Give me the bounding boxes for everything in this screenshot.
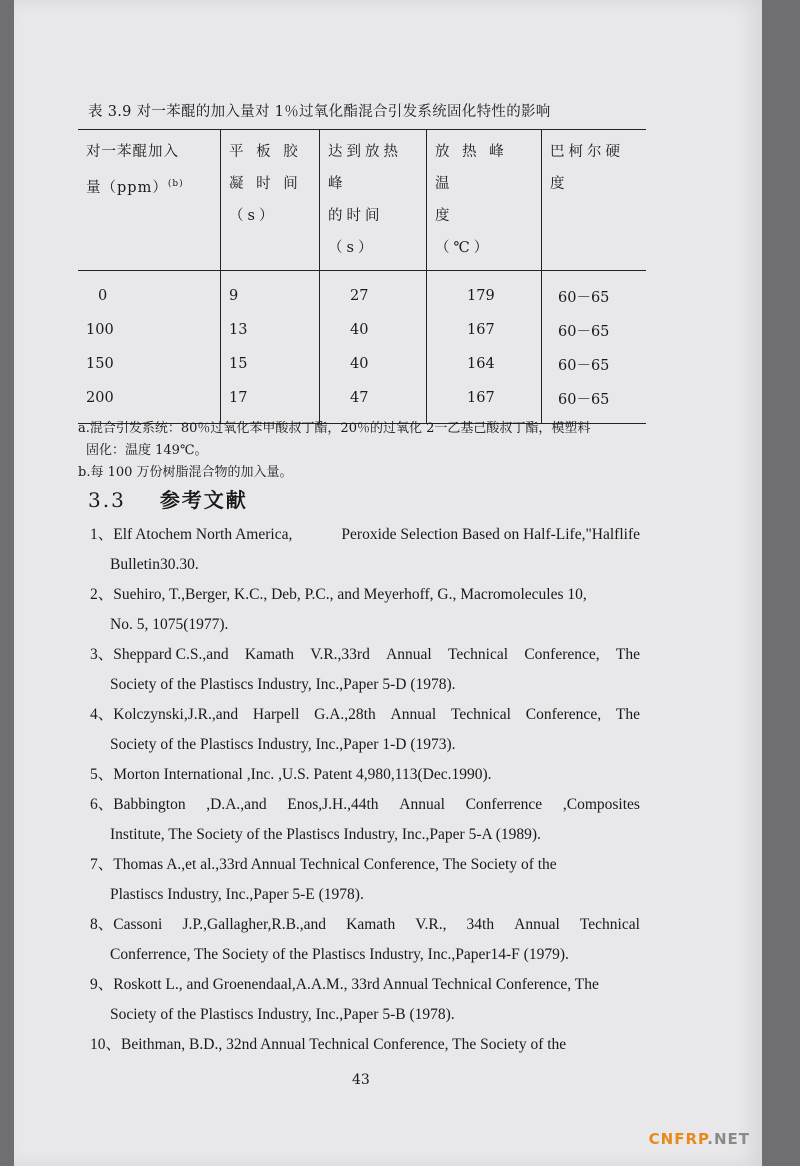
reference-word: Technical — [448, 646, 509, 663]
reference-text: Thomas A.,et al.,33rd Annual Technical Conference, The Society of the — [113, 856, 557, 873]
reference-list — [90, 520, 640, 1060]
cell-gel-time: 9 — [221, 271, 320, 314]
reference-word: Annual — [390, 706, 437, 723]
reference-word: Annual — [386, 646, 432, 663]
reference-line2: Society of the Plastiscs Industry, Inc.,Paper 5-B (1978). — [110, 1006, 455, 1023]
reference-item — [90, 700, 640, 760]
page-number: 43 — [352, 1072, 370, 1088]
reference-number: 2、 — [90, 586, 114, 603]
reference-word: Elf Atochem North America, — [113, 526, 293, 543]
cell-peak-time: 40 — [320, 347, 427, 381]
cell-quinone: 0 — [98, 288, 108, 304]
reference-word: ,Composites — [562, 796, 640, 813]
reference-word: Technical — [579, 916, 640, 933]
data-table — [78, 129, 646, 424]
header-barcol-hardness: 巴柯尔硬度 — [542, 130, 647, 271]
reference-line1 — [90, 580, 640, 610]
reference-line1 — [90, 910, 640, 940]
table-notes — [78, 418, 668, 484]
reference-item — [90, 580, 640, 640]
reference-item — [90, 970, 640, 1030]
cell-hardness: 60－65 — [542, 347, 647, 381]
section-heading — [88, 484, 248, 513]
cell-peak-temp: 164 — [427, 347, 542, 381]
reference-word: The — [615, 646, 640, 663]
reference-line1 — [90, 700, 640, 730]
reference-item — [90, 640, 640, 700]
cell-hardness: 60－65 — [542, 313, 647, 347]
reference-word: 34th — [466, 916, 495, 933]
cell-gel-time: 15 — [221, 347, 320, 381]
reference-line1 — [90, 520, 640, 550]
reference-line1 — [90, 640, 640, 670]
cell-peak-time: 47 — [320, 381, 427, 424]
reference-item — [90, 520, 640, 580]
reference-line1 — [90, 790, 640, 820]
reference-text: Roskott L., and Groenendaal,A.A.M., 33rd Annual Technical Conference, The — [113, 976, 599, 993]
reference-text: Suehiro, T.,Berger, K.C., Deb, P.C., and Meyerhoff, G., Macromolecules 10, — [113, 586, 587, 603]
reference-word: V.R., — [415, 916, 447, 933]
cell-peak-temp: 167 — [427, 313, 542, 347]
note-a-line2: 固化：温度 149℃。 — [86, 443, 208, 458]
cell-gel-time: 17 — [221, 381, 320, 424]
reference-word: Babbington — [113, 796, 186, 813]
reference-word: Peroxide Selection Based on Half-Life,"Halflife — [341, 526, 640, 543]
reference-line1 — [90, 1030, 640, 1060]
reference-item — [90, 790, 640, 850]
reference-word: J.P.,Gallagher,R.B.,and — [182, 916, 327, 933]
reference-number: 5、 — [90, 766, 114, 783]
reference-number: 7、 — [90, 856, 114, 873]
reference-line2: Plastiscs Industry, Inc.,Paper 5-E (1978). — [110, 886, 364, 903]
reference-word: Harpell — [252, 706, 300, 723]
reference-word: G.A.,28th — [314, 706, 376, 723]
cell-quinone: 150 — [86, 356, 114, 372]
reference-line2: Institute, The Society of the Plastiscs Industry, Inc.,Paper 5-A (1989). — [110, 826, 541, 843]
reference-word: Conference, — [524, 646, 600, 663]
reference-word: Cassoni — [113, 916, 163, 933]
header-gel-time: 平 板 胶 凝 时 间 （s） — [221, 130, 320, 271]
reference-line2: Society of the Plastiscs Industry, Inc.,Paper 1-D (1973). — [110, 736, 456, 753]
reference-line1 — [90, 850, 640, 880]
table-header-row — [78, 130, 646, 271]
reference-number: 3、 — [90, 646, 114, 663]
header-peak-temp: 放 热 峰 温 度 （℃） — [427, 130, 542, 271]
table-row — [78, 271, 646, 314]
reference-line1 — [90, 760, 640, 790]
cell-hardness: 60－65 — [542, 271, 647, 314]
reference-word: V.R.,33rd — [310, 646, 370, 663]
reference-number: 6、 — [90, 796, 114, 813]
reference-line2: Society of the Plastiscs Industry, Inc.,Paper 5-D (1978). — [110, 676, 456, 693]
reference-line1 — [90, 970, 640, 1000]
header-quinone-amount: 对一苯醌加入 量（ppm）$^{(b)}$ — [78, 130, 221, 271]
cell-peak-temp: 179 — [427, 271, 542, 314]
reference-word: Annual — [514, 916, 560, 933]
note-a-line1: a.混合引发系统：80％过氧化苯甲酸叔丁酯，20％的过氧化 2一乙基己酸叔丁酯，模塑料 — [78, 421, 591, 436]
site-watermark: CNFRP.NET — [648, 1130, 750, 1148]
reference-word: Kamath — [244, 646, 294, 663]
reference-item — [90, 910, 640, 970]
reference-number: 8、 — [90, 916, 114, 933]
reference-number: 10、 — [90, 1036, 122, 1053]
note-b: b.每 100 万份树脂混合物的加入量。 — [78, 465, 293, 480]
reference-line2: Conferrence, The Society of the Plastiscs Industry, Inc.,Paper14-F (1979). — [110, 946, 569, 963]
table-caption: 表 3.9 对一苯醌的加入量对 1％过氧化酯混合引发系统固化特性的影响 — [88, 104, 551, 120]
cell-quinone: 100 — [86, 322, 114, 338]
reference-number: 4、 — [90, 706, 114, 723]
cell-hardness: 60－65 — [542, 381, 647, 424]
section-title: 参考文献 — [159, 488, 248, 512]
reference-word: The — [615, 706, 640, 723]
reference-word: Sheppard C.S.,and — [113, 646, 229, 663]
section-number: 3.3 — [88, 488, 126, 512]
reference-word: ,D.A.,and — [206, 796, 267, 813]
reference-item — [90, 1030, 640, 1060]
table-row — [78, 313, 646, 347]
cell-gel-time: 13 — [221, 313, 320, 347]
reference-number: 1、 — [90, 526, 114, 543]
reference-word: Kolczynski,J.R.,and — [113, 706, 239, 723]
reference-word: Technical — [450, 706, 511, 723]
table-row — [78, 347, 646, 381]
cell-peak-time: 40 — [320, 313, 427, 347]
reference-line2: Bulletin30.30. — [110, 556, 199, 573]
reference-word: Conference, — [525, 706, 602, 723]
reference-word: Annual — [399, 796, 445, 813]
reference-item — [90, 760, 640, 790]
reference-text: Beithman, B.D., 32nd Annual Technical Conference, The Society of the — [121, 1036, 567, 1053]
document-page — [14, 0, 762, 1166]
reference-word: Kamath — [346, 916, 396, 933]
reference-text: Morton International ,Inc. ,U.S. Patent 4,980,113(Dec.1990). — [113, 766, 492, 783]
cell-peak-temp: 167 — [427, 381, 542, 424]
header-time-to-peak: 达到放热峰 的时间（s） — [320, 130, 427, 271]
reference-word: Conferrence — [465, 796, 543, 813]
reference-line2: No. 5, 1075(1977). — [110, 616, 229, 633]
reference-word: Enos,J.H.,44th — [287, 796, 379, 813]
reference-item — [90, 850, 640, 910]
cell-quinone: 200 — [86, 390, 114, 406]
cell-peak-time: 27 — [320, 271, 427, 314]
reference-number: 9、 — [90, 976, 114, 993]
